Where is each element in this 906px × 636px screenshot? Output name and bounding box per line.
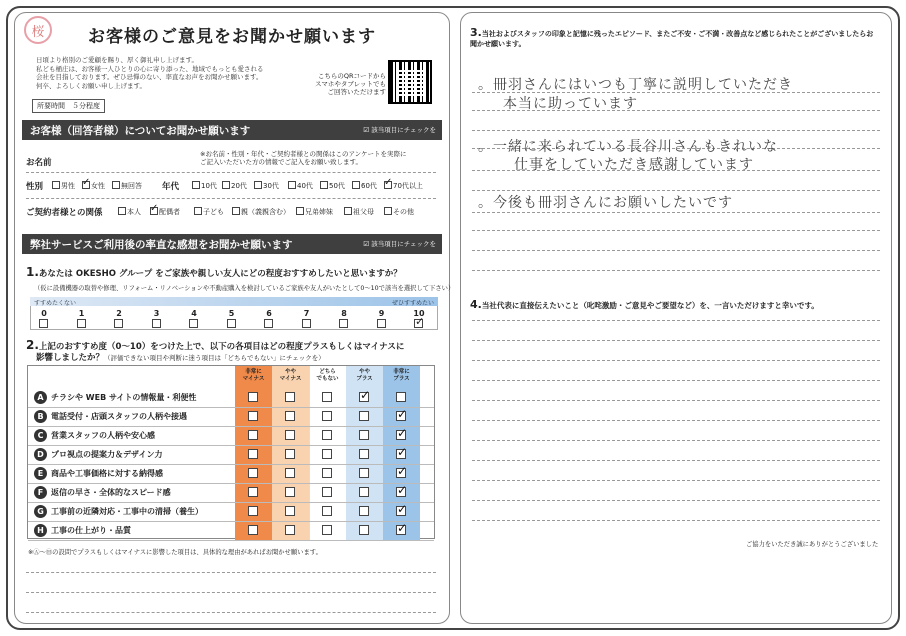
scale-number-1: 1	[78, 309, 85, 318]
scale-checkbox-3[interactable]	[152, 319, 161, 328]
col-strong-minus: 非常に マイナス	[242, 369, 265, 382]
rating-checkbox[interactable]	[285, 392, 295, 402]
age-50[interactable]: 50代	[320, 181, 345, 191]
item-label: 商品や工事価格に対する納得感	[51, 469, 163, 478]
scale-number-8: 8	[341, 309, 347, 318]
question-2: 2.上記のおすすめ度（0〜10）をつけた上で、以下の各項目はどの程度プラスもしくはマイナスに	[26, 338, 405, 352]
scale-checkbox-1[interactable]	[77, 319, 86, 328]
rating-checkbox[interactable]	[396, 411, 406, 421]
rating-checkbox[interactable]	[322, 525, 332, 535]
scale-number-0: 0	[41, 309, 47, 318]
rating-checkbox[interactable]	[396, 430, 406, 440]
rating-row-d	[28, 445, 248, 464]
question-3: 3.当社およびスタッフの印象と記憶に残ったエピソード、またご不安・ご不満・改善点など感じられたことがございましたらお聞かせ願います。	[470, 26, 874, 48]
age-60[interactable]: 60代	[352, 181, 377, 191]
scale-checkbox-10[interactable]: ✓	[415, 315, 425, 328]
scale-checkbox-8[interactable]	[339, 319, 348, 328]
scale-number-9: 9	[378, 309, 385, 318]
rating-row-g	[28, 502, 248, 521]
scale-checkbox-9[interactable]	[377, 319, 386, 328]
scale-number-4: 4	[191, 309, 197, 318]
age-70plus[interactable]: ✓ 70代以上	[384, 181, 423, 191]
relation-child[interactable]: 子ども	[194, 207, 224, 217]
col-minus: やや マイナス	[279, 369, 302, 382]
rating-checkbox[interactable]	[285, 468, 295, 478]
time-required: 所要時間 ５分程度	[32, 99, 105, 113]
name-note: ※お名前・性別・年代・ご契約者様との関係はこのアンケートを実際に ご記入いただいた方の情報でご記入をお願い致します。	[200, 150, 407, 166]
scale-number-10: 10	[413, 309, 425, 318]
answer-line-4: 仕事をしていただき感謝しています	[514, 157, 754, 173]
section2-header: 弊社サービスご利用後の率直な感想をお聞かせ願います ☑ 該当項目にチェックを	[22, 234, 442, 254]
rating-checkbox[interactable]	[248, 392, 258, 402]
rating-checkbox[interactable]	[359, 487, 369, 497]
question-1: 1.あなたは OKESHO グループ をご家族や親しい友人にどの程度おすすめしたいと思いますか？	[26, 265, 402, 279]
answer-line-3: 。一緒に来られている長谷川さんもきれいな	[478, 139, 778, 155]
relation-sibling[interactable]: 兄弟姉妹	[296, 207, 333, 217]
intro-text: 日頃より格別のご愛顧を賜り、厚く御礼申し上げます。 私ども桶庄は、お客様一人ひとりの心に寄り添った、地域でもっとも愛される 会社を目指しております。ぜひ忌憚のない、率直なお声をお聞かせ願います。 何卒、よろしくお願い申し上げます。	[36, 56, 264, 90]
scale-number-5: 5	[228, 309, 235, 318]
rating-row-b	[28, 407, 248, 426]
scale-number-2: 2	[116, 309, 122, 318]
relation-parent[interactable]: 親（義親含む）	[232, 207, 290, 217]
answer-line-5: 。今後も冊羽さんにお願いしたいです	[478, 195, 733, 211]
col-neutral: どちら でもない	[316, 369, 339, 382]
col-plus: やや プラス	[356, 369, 373, 382]
rating-checkbox[interactable]	[248, 525, 258, 535]
item-letter-icon: B	[34, 410, 47, 423]
company-logo: 桜	[24, 16, 52, 44]
item-label: 工事の仕上がり・品質	[51, 526, 131, 535]
rating-checkbox[interactable]	[359, 525, 369, 535]
recommend-scale: すすめたくない ぜひすすめたい	[30, 297, 438, 306]
age-label: 年代	[162, 182, 180, 192]
relation-grandparent[interactable]: 祖父母	[344, 207, 374, 217]
qr-code-icon[interactable]	[388, 60, 432, 104]
rating-checkbox[interactable]	[396, 392, 406, 402]
rating-checkbox[interactable]	[248, 411, 258, 421]
item-label: 返信の早さ・全体的なスピード感	[51, 488, 171, 497]
scale-checkbox-6[interactable]	[264, 319, 273, 328]
question-2-line2: 影響しましたか？（評価できない項目や判断に迷う項目は「どちらでもない」にチェックを）	[36, 353, 325, 363]
rating-checkbox[interactable]	[359, 392, 369, 402]
item-letter-icon: G	[34, 505, 47, 518]
item-letter-icon: A	[34, 391, 47, 404]
item-letter-icon: D	[34, 448, 47, 461]
rating-checkbox[interactable]	[396, 468, 406, 478]
rating-checkbox[interactable]	[396, 487, 406, 497]
relation-other[interactable]: その他	[384, 207, 414, 217]
answer-line-2: 本当に助っています	[503, 96, 638, 112]
rating-row-e	[28, 464, 248, 483]
rating-checkbox[interactable]	[322, 468, 332, 478]
rating-checkbox[interactable]	[248, 430, 258, 440]
question-1-note: （仮に設備機器の取替や修理、リフォーム・リノベーションや不動産購入を検討しているご家族や友人がいたとして0〜10で該当を選択して下さい）	[34, 285, 455, 292]
relation-spouse[interactable]: ✓ 配偶者	[150, 207, 180, 217]
gender-female[interactable]: ✓ 女性	[82, 181, 105, 191]
scale-number-3: 3	[153, 309, 160, 318]
item-label: プロ視点の提案力＆デザイン力	[51, 450, 163, 459]
rating-checkbox[interactable]	[285, 411, 295, 421]
relation-label: ご契約者様との関係	[26, 208, 103, 218]
rating-checkbox[interactable]	[285, 430, 295, 440]
scale-checkbox-7[interactable]	[302, 319, 311, 328]
question-4: 4.当社代表に直接伝えたいこと（叱咤激励・ご意見やご要望など）を、一言いただけますと幸いです。	[470, 298, 819, 311]
check-hint: ☑ 該当項目にチェックを	[363, 126, 436, 134]
rating-row-f	[28, 483, 248, 502]
age-30[interactable]: 30代	[254, 181, 279, 191]
gender-none[interactable]: 無回答	[112, 181, 142, 191]
relation-self[interactable]: 本人	[118, 207, 141, 217]
rating-checkbox[interactable]	[396, 525, 406, 535]
rating-checkbox[interactable]	[285, 487, 295, 497]
scale-number-6: 6	[266, 309, 272, 318]
rating-checkbox[interactable]	[359, 411, 369, 421]
rating-row-c	[28, 426, 248, 445]
rating-checkbox[interactable]	[359, 506, 369, 516]
rating-checkbox[interactable]	[248, 468, 258, 478]
rating-checkbox[interactable]	[285, 449, 295, 459]
scale-checkbox-4[interactable]	[189, 319, 198, 328]
rating-checkbox[interactable]	[248, 449, 258, 459]
item-label: チラシや WEB サイトの情報量・利便性	[51, 393, 197, 402]
col-strong-plus: 非常に プラス	[393, 369, 410, 382]
age-40[interactable]: 40代	[288, 181, 313, 191]
rating-checkbox[interactable]	[322, 430, 332, 440]
check-hint: ☑ 該当項目にチェックを	[363, 240, 436, 248]
item-label: 工事前の近隣対応・工事中の清掃（養生）	[51, 507, 203, 516]
rating-checkbox[interactable]	[285, 506, 295, 516]
rating-checkbox[interactable]	[322, 411, 332, 421]
rating-checkbox[interactable]	[359, 449, 369, 459]
rating-checkbox[interactable]	[396, 506, 406, 516]
age-20[interactable]: 20代	[222, 181, 247, 191]
rating-row-h	[28, 521, 248, 540]
grid-footnote: ※Ⓐ〜Ⓗの設問でプラスもしくはマイナスに影響した項目は、具体的な理由があればお聞かせ願います。	[28, 549, 322, 556]
rating-checkbox[interactable]	[248, 506, 258, 516]
rating-checkbox[interactable]	[359, 468, 369, 478]
rating-grid	[27, 365, 435, 539]
rating-checkbox[interactable]	[359, 430, 369, 440]
rating-checkbox[interactable]	[322, 449, 332, 459]
rating-row-a	[28, 388, 248, 407]
gender-label: 性別	[26, 182, 44, 192]
age-10[interactable]: 10代	[192, 181, 217, 191]
gender-male[interactable]: 男性	[52, 181, 75, 191]
qr-caption: こちらのQRコードから スマホやタブレットでも ご回答いただけます	[314, 72, 386, 96]
name-label: お名前	[26, 158, 52, 168]
scale-checkbox-0[interactable]	[39, 319, 48, 328]
scale-checkbox-2[interactable]	[114, 319, 123, 328]
rating-checkbox[interactable]	[322, 487, 332, 497]
scale-checkbox-5[interactable]	[227, 319, 236, 328]
rating-checkbox[interactable]	[322, 506, 332, 516]
item-letter-icon: H	[34, 524, 47, 537]
answer-line-1: 。冊羽さんにはいつも丁寧に説明していただき	[478, 77, 793, 93]
rating-checkbox[interactable]	[322, 392, 332, 402]
section1-header: お客様（回答者様）についてお聞かせ願います ☑ 該当項目にチェックを	[22, 120, 442, 140]
scale-number-7: 7	[303, 309, 310, 318]
item-letter-icon: C	[34, 429, 47, 442]
rating-checkbox[interactable]	[248, 487, 258, 497]
rating-checkbox[interactable]	[396, 449, 406, 459]
thanks-text: ご協力をいただき誠にありがとうございました	[746, 541, 879, 548]
item-label: 電話受付・店頭スタッフの人柄や接遇	[51, 412, 187, 421]
item-letter-icon: F	[34, 486, 47, 499]
item-letter-icon: E	[34, 467, 47, 480]
item-label: 営業スタッフの人柄や安心感	[51, 431, 155, 440]
page-title: お客様のご意見をお聞かせ願います	[88, 27, 376, 47]
rating-checkbox[interactable]	[285, 525, 295, 535]
